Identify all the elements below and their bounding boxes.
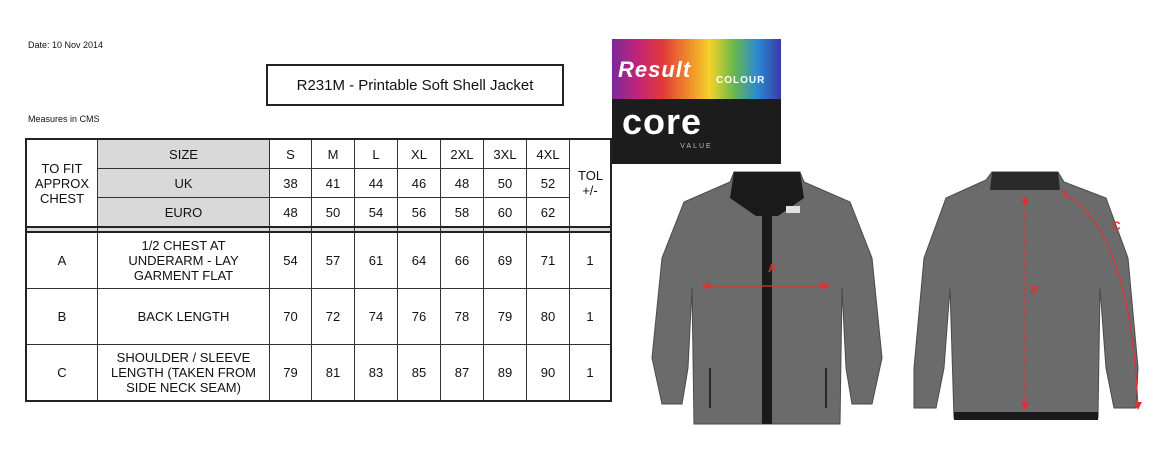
measure-value: 64 xyxy=(398,232,441,289)
jacket-back-collar xyxy=(990,172,1060,190)
measure-value: 87 xyxy=(441,345,484,402)
tol-value: 1 xyxy=(570,232,612,289)
date-text: Date: 10 Nov 2014 xyxy=(28,40,104,50)
jacket-front-zip xyxy=(762,208,772,424)
measures-note: Measures in CMS xyxy=(28,114,100,124)
measure-value: 85 xyxy=(398,345,441,402)
jacket-back-illustration xyxy=(908,168,1148,430)
size-header-cell: S xyxy=(270,139,312,169)
logo-colour-text: COLOUR xyxy=(716,75,766,86)
jacket-front-badge xyxy=(786,206,800,213)
measure-value: 79 xyxy=(484,289,527,345)
logo-result-text: Result xyxy=(618,57,692,82)
logo-colour-band xyxy=(612,39,781,99)
measure-value: 76 xyxy=(398,289,441,345)
measure-description-text: BACK LENGTH xyxy=(137,309,230,324)
tol-value: 1 xyxy=(570,345,612,402)
euro-cell: 54 xyxy=(355,198,398,228)
measure-value: 79 xyxy=(270,345,312,402)
measure-value: 57 xyxy=(312,232,355,289)
measure-value: 83 xyxy=(355,345,398,402)
measure-description xyxy=(98,232,270,289)
euro-cell: 48 xyxy=(270,198,312,228)
table-row xyxy=(26,345,611,402)
logo-core-band xyxy=(612,99,781,164)
uk-cell: 50 xyxy=(484,169,527,198)
tol-text: TOL +/- xyxy=(578,168,604,198)
measure-value: 70 xyxy=(270,289,312,345)
measure-value: 69 xyxy=(484,232,527,289)
measure-value: 89 xyxy=(484,345,527,402)
measure-b-label: B xyxy=(1030,283,1039,297)
uk-cell: 38 xyxy=(270,169,312,198)
measure-value: 61 xyxy=(355,232,398,289)
measure-code: A xyxy=(26,232,98,289)
uk-cell: 41 xyxy=(312,169,355,198)
uk-label: UK xyxy=(98,169,270,198)
uk-cell: 48 xyxy=(441,169,484,198)
jacket-front-illustration xyxy=(650,168,885,430)
to-fit-text: TO FIT APPROX CHEST xyxy=(34,160,90,206)
euro-label: EURO xyxy=(98,198,270,228)
measure-value: 78 xyxy=(441,289,484,345)
tol-label xyxy=(570,139,612,227)
euro-cell: 60 xyxy=(484,198,527,228)
measure-value: 90 xyxy=(527,345,570,402)
measure-code: B xyxy=(26,289,98,345)
measure-value: 81 xyxy=(312,345,355,402)
measure-value: 71 xyxy=(527,232,570,289)
product-title: R231M - Printable Soft Shell Jacket xyxy=(266,64,564,106)
size-header-cell: XL xyxy=(398,139,441,169)
measure-description xyxy=(98,345,270,402)
measure-code: C xyxy=(26,345,98,402)
size-header-cell: L xyxy=(355,139,398,169)
measure-value: 80 xyxy=(527,289,570,345)
euro-cell: 58 xyxy=(441,198,484,228)
tol-value: 1 xyxy=(570,289,612,345)
table-row xyxy=(26,289,611,345)
uk-cell: 46 xyxy=(398,169,441,198)
jacket-back-body xyxy=(914,172,1138,418)
size-header-cell: 2XL xyxy=(441,139,484,169)
to-fit-label xyxy=(26,139,98,227)
size-header-cell: 4XL xyxy=(527,139,570,169)
measure-value: 54 xyxy=(270,232,312,289)
euro-cell: 50 xyxy=(312,198,355,228)
size-label: SIZE xyxy=(98,139,270,169)
euro-cell: 62 xyxy=(527,198,570,228)
jacket-back-hem xyxy=(954,412,1098,420)
uk-cell: 52 xyxy=(527,169,570,198)
measure-description-text: 1/2 CHEST AT UNDERARM - LAY GARMENT FLAT xyxy=(128,238,239,283)
brand-logo xyxy=(612,39,781,164)
measure-value: 74 xyxy=(355,289,398,345)
measure-c-label: C xyxy=(1112,219,1121,233)
uk-cell: 44 xyxy=(355,169,398,198)
measure-value: 72 xyxy=(312,289,355,345)
measure-description xyxy=(98,289,270,345)
measure-description-text: SHOULDER / SLEEVE LENGTH (TAKEN FROM SIDE NECK SEAM) xyxy=(111,350,256,395)
logo-core-text: core xyxy=(622,101,703,142)
table-row xyxy=(26,232,611,289)
size-header-cell: M xyxy=(312,139,355,169)
logo-value-text: VALUE xyxy=(680,143,713,150)
size-header-cell: 3XL xyxy=(484,139,527,169)
measure-value: 66 xyxy=(441,232,484,289)
euro-cell: 56 xyxy=(398,198,441,228)
measure-a-label: A xyxy=(768,261,777,275)
size-chart-table xyxy=(25,138,612,402)
